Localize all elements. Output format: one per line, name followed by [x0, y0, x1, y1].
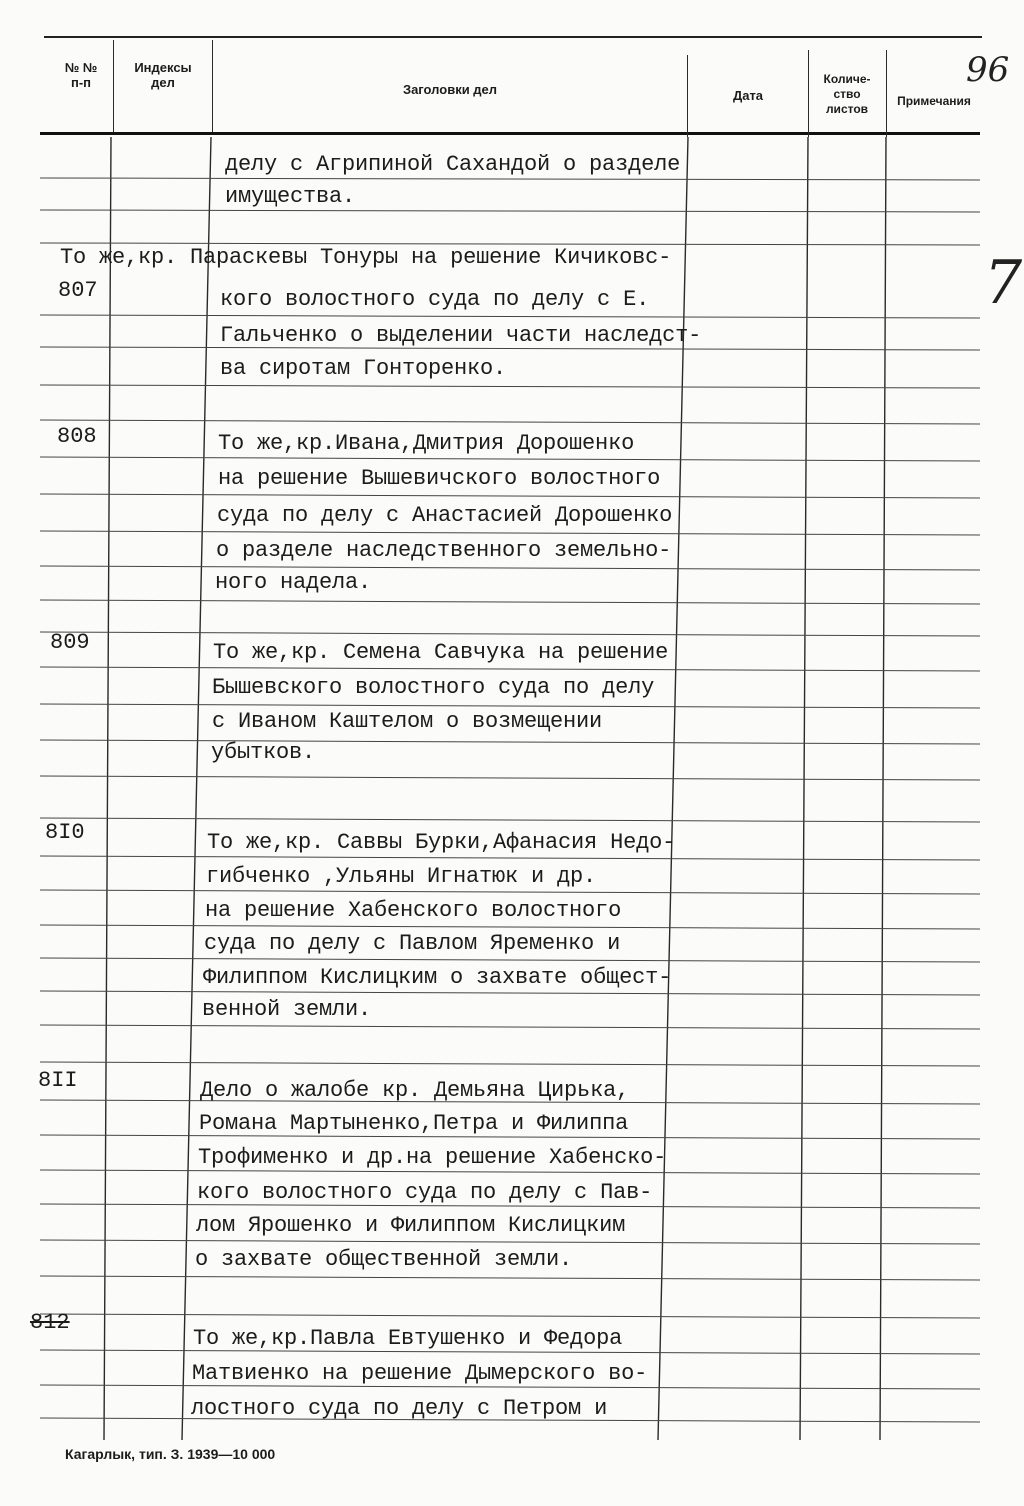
entry-line: убытков. — [211, 740, 316, 765]
entry-line: Бышевского волостного суда по делу — [212, 675, 655, 700]
header-notes: Примечания — [897, 94, 971, 108]
entry-line: о разделе наследственного земельно- — [216, 538, 672, 563]
entry-line: То же,кр. Семена Савчука на решение — [213, 640, 669, 665]
entry-number: 809 — [50, 630, 90, 655]
entry-line: делу с Агрипиной Сахандой о разделе — [225, 152, 681, 177]
entry-line: кого волостного суда по делу с Е. — [220, 287, 650, 312]
entry-line: Трофименко и др.на решение Хабенско- — [198, 1145, 667, 1170]
entry-line: кого волостного суда по делу с Пав- — [197, 1180, 653, 1205]
entry-number: 8II — [38, 1068, 78, 1093]
header-index: Индексы дел — [134, 60, 192, 90]
entry-number: 812 — [30, 1310, 70, 1335]
header-sheets: Количе- ство листов — [823, 72, 871, 116]
entry-line: на решение Хабенского волостного — [205, 898, 622, 923]
header-title: Заголовки дел — [402, 82, 498, 97]
entry-line: Романа Мартыненко,Петра и Филиппа — [199, 1111, 629, 1136]
entry-lead-line: То же,кр. Параскевы Тонуры на решение Кичиковс- — [60, 245, 672, 270]
entry-line: Гальченко о выделении части наследст- — [220, 323, 702, 348]
handwritten-mark: 7 — [984, 248, 1023, 318]
entry-line: на решение Вышевичского волостного — [218, 466, 661, 491]
printer-imprint: Кагарлык, тип. З. 1939—10 000 — [65, 1446, 276, 1462]
entry-number: 807 — [58, 278, 98, 303]
entry-line: лостного суда по делу с Петром и — [191, 1396, 608, 1421]
entry-line: о захвате общественной земли. — [195, 1247, 573, 1272]
entry-line: Филиппом Кислицким о захвате общест- — [203, 965, 672, 990]
entry-line: суда по делу с Павлом Яременко и — [204, 931, 621, 956]
entry-line: гибченко ,Ульяны Игнатюк и др. — [206, 864, 597, 889]
entry-line: суда по делу с Анастасией Дорошенко — [217, 503, 673, 528]
entry-line: имущества. — [225, 184, 356, 209]
entry-line: с Иваном Каштелом о возмещении — [212, 709, 603, 734]
entry-line: венной земли. — [202, 997, 372, 1022]
entry-line: Дело о жалобе кр. Демьяна Цирька, — [200, 1078, 630, 1103]
entry-line: То же,кр. Саввы Бурки,Афанасия Недо- — [207, 830, 676, 855]
page-number-handwritten: 96 — [966, 50, 1010, 90]
entry-number: 8I0 — [45, 820, 85, 845]
entry-line: Матвиенко на решение Дымерского во- — [192, 1361, 648, 1386]
entry-line: лом Ярошенко и Филиппом Кислицким — [196, 1213, 626, 1238]
entry-line: То же,кр.Ивана,Дмитрия Дорошенко — [218, 431, 635, 456]
entry-line: То же,кр.Павла Евтушенко и Федора — [193, 1326, 623, 1351]
header-date: Дата — [732, 88, 764, 103]
entry-line: ного надела. — [215, 570, 372, 595]
entry-number: 808 — [57, 424, 97, 449]
entry-line: ва сиротам Гонторенко. — [220, 356, 507, 381]
header-num: № № п-п — [64, 60, 98, 90]
